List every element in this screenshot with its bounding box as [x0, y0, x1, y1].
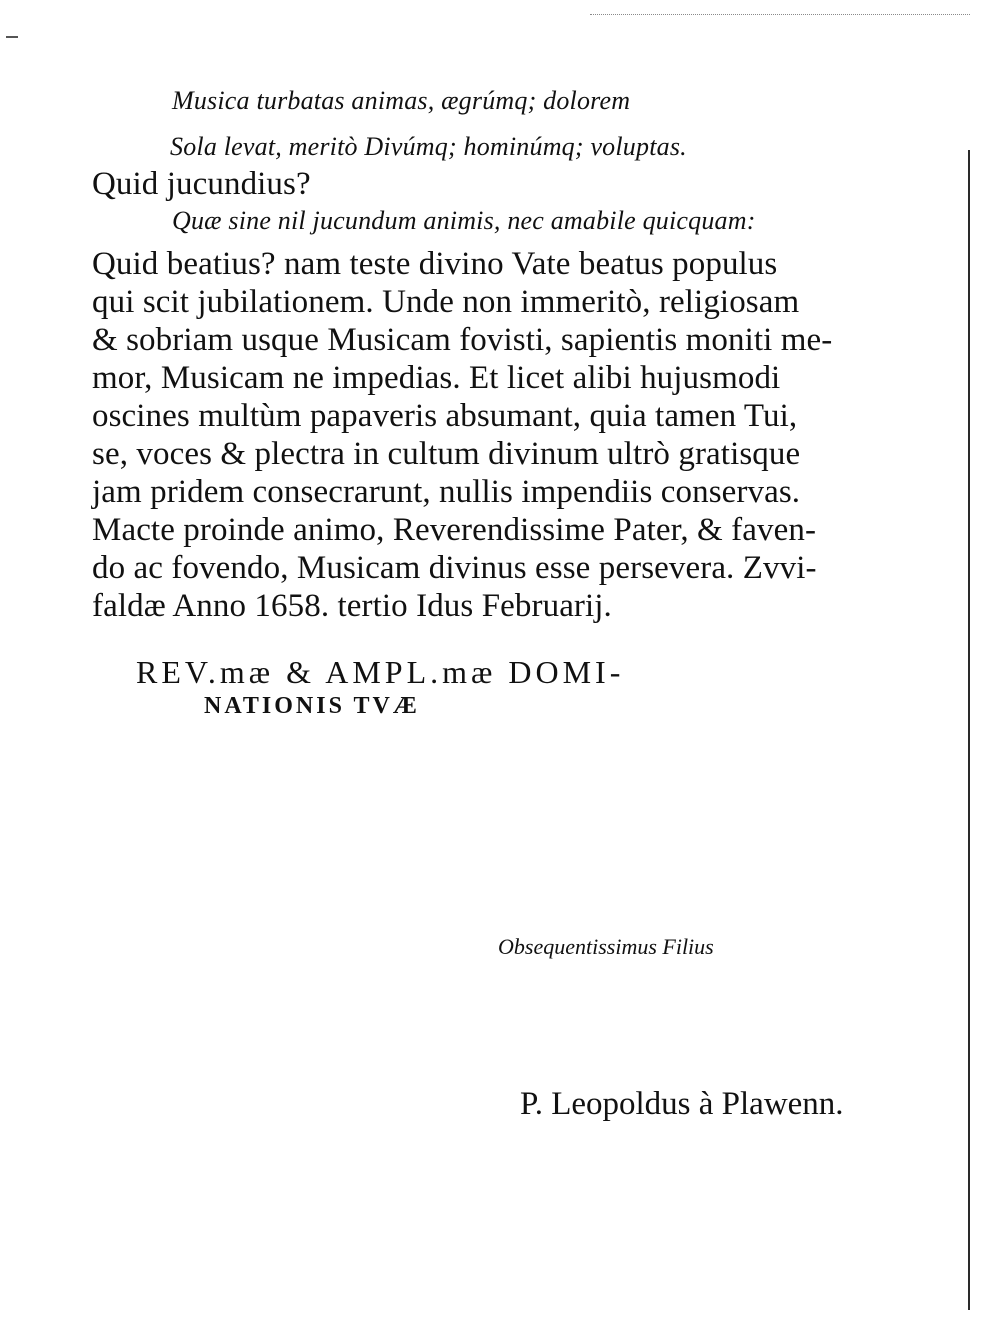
margin-mark: [6, 36, 18, 38]
address-line-2: NATIONIS TVÆ: [204, 693, 420, 719]
page-border-rule: [968, 150, 970, 1310]
prose-line-2: qui scit jubilationem. Unde non immeritò, religiosam: [92, 284, 800, 320]
signature: P. Leopoldus à Plawenn.: [520, 1086, 844, 1122]
address-line-1: REV.mæ & AMPL.mæ DOMI-: [136, 654, 625, 690]
verse-line-1: Musica turbatas animas, ægrúmq; dolorem: [172, 86, 631, 115]
verse-line-3: Quæ sine nil jucundum animis, nec amabile quicquam:: [172, 206, 756, 235]
prose-line-8: Macte proinde animo, Reverendissime Pater, & faven-: [92, 512, 817, 548]
closing-phrase: Obsequentissimus Filius: [498, 934, 714, 959]
prose-line-4: mor, Musicam ne impedias. Et licet alibi hujusmodi: [92, 360, 781, 396]
prose-line-5: oscines multùm papaveris absumant, quia tamen Tui,: [92, 398, 798, 434]
prose-line-1: Quid beatius? nam teste divino Vate beatus populus: [92, 246, 778, 282]
prose-line-6: se, voces & plectra in cultum divinum ultrò gratisque: [92, 436, 801, 472]
prose-line-3: & sobriam usque Musicam fovisti, sapientis moniti me-: [92, 322, 833, 358]
verse-line-2: Sola levat, meritò Divúmq; hominúmq; voluptas.: [170, 132, 687, 161]
question-jucundius: Quid jucundius?: [92, 166, 311, 202]
prose-line-9: do ac fovendo, Musicam divinus esse persevera. Zvvi-: [92, 550, 817, 586]
page-edge-mark: [590, 14, 970, 17]
prose-line-10: faldæ Anno 1658. tertio Idus Februarij.: [92, 588, 612, 624]
prose-line-7: jam pridem consecrarunt, nullis impendiis conservas.: [92, 474, 801, 510]
